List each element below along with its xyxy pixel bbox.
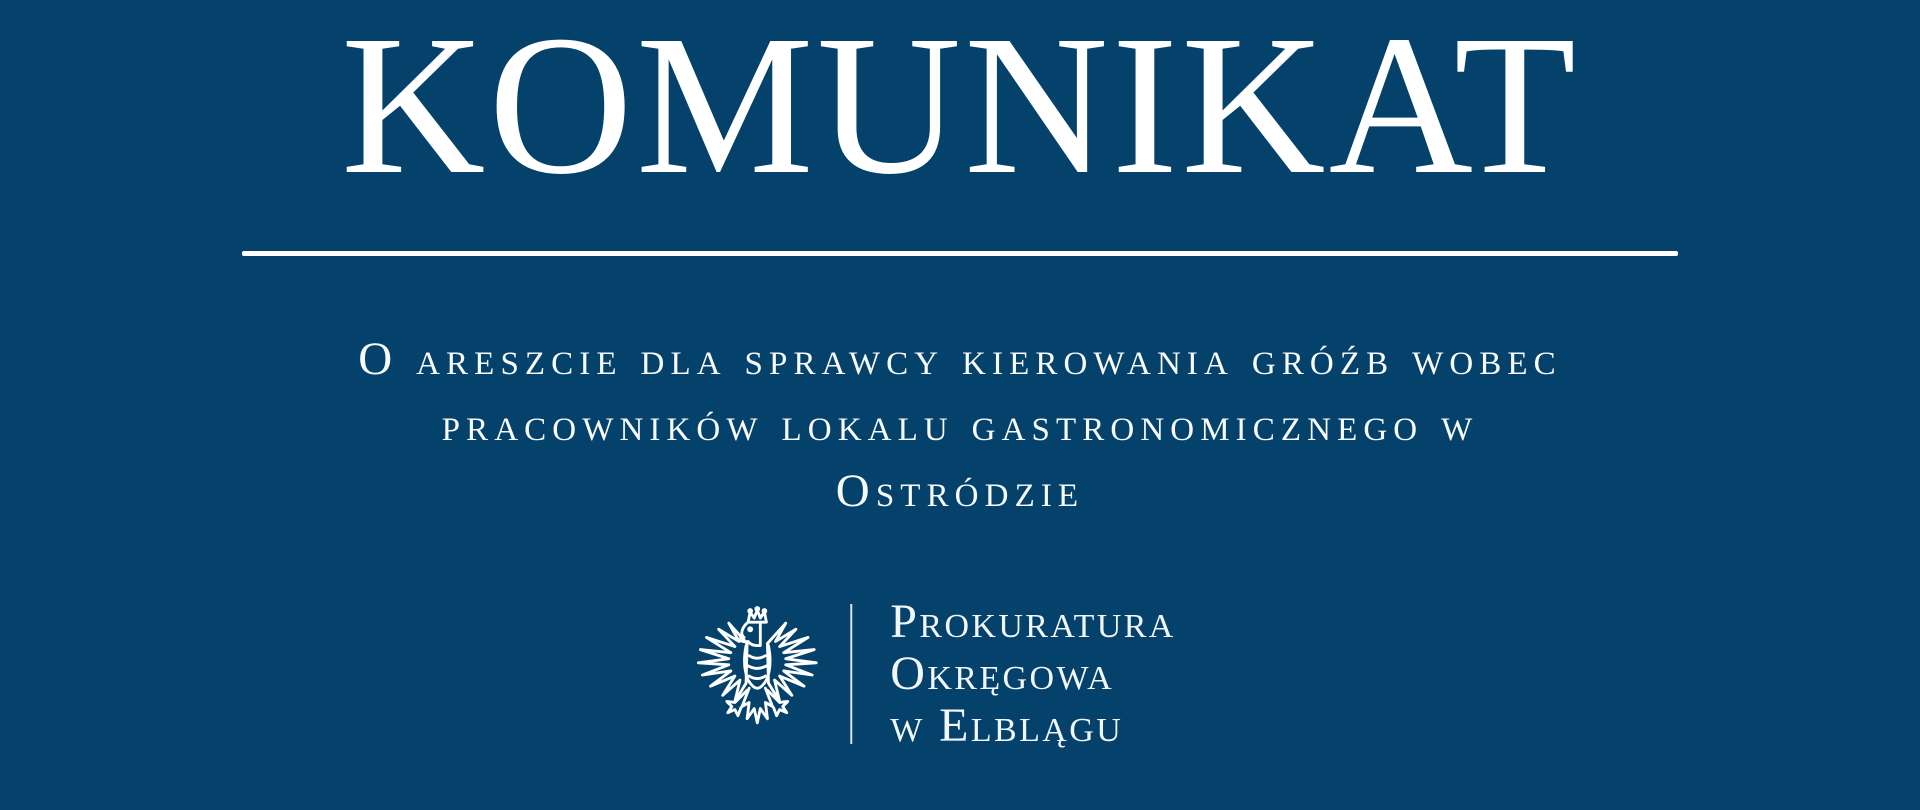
org-name-line-1: Prokuratura <box>890 595 1176 648</box>
subtitle-line-1: O areszcie dla sprawcy kierowania gróźb wobec <box>358 333 1562 385</box>
subtitle-line-3: Ostródzie <box>835 465 1085 517</box>
subtitle-line-2: pracowników lokalu gastronomicznego w <box>441 399 1479 451</box>
org-name <box>890 596 1175 752</box>
org-signature <box>696 596 1175 752</box>
banner-title: KOMUNIKAT <box>340 0 1580 216</box>
org-name-line-2: Okręgowa <box>890 647 1115 700</box>
polish-eagle-emblem-icon <box>696 606 818 742</box>
org-name-line-3: w Elblągu <box>890 699 1124 752</box>
banner-subtitle <box>0 326 1920 524</box>
vertical-divider <box>850 604 852 744</box>
title-divider-rule <box>242 251 1678 256</box>
